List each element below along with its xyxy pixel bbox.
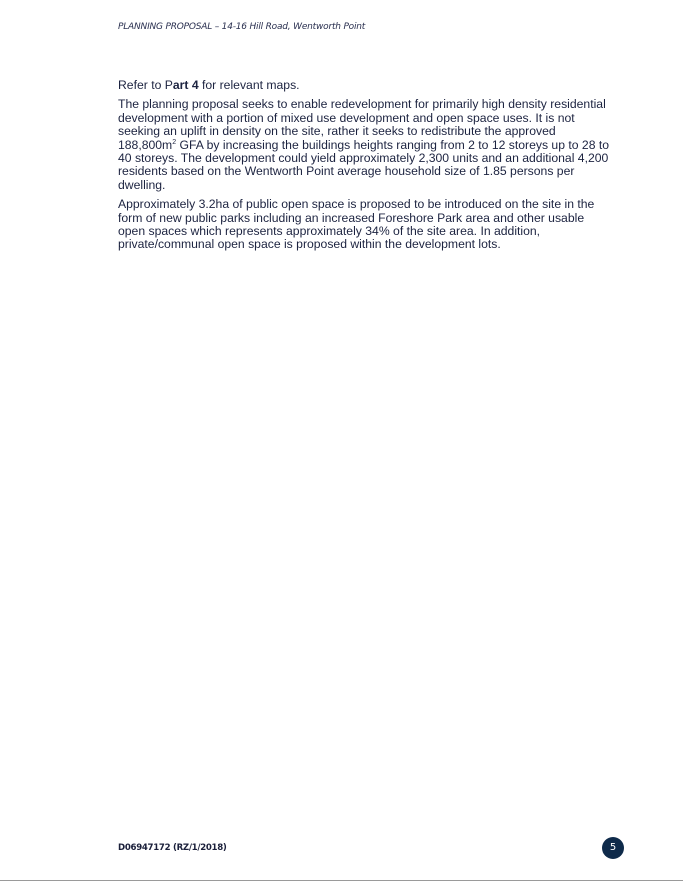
paragraph-proposal-summary-end: GFA by increasing the buildings heights ranging from 2 to 12 storeys up to 28 to 40 storeys. The development could yield approximately 2,300 units and an additional 4,200 residents based on the Wentworth Point average household size of 1.85 persons per dwelling. bbox=[118, 137, 610, 192]
part-reference: art 4 bbox=[172, 78, 199, 92]
page-number-badge: 5 bbox=[602, 837, 624, 859]
paragraph-proposal-summary-start: The planning proposal seeks to enable redevelopment for primarily high density residential development with a portion of mixed use development and open space uses. It is not seeking an uplift in density on the site, rather it seeks to redistribute the approved 188,800m bbox=[118, 97, 606, 152]
running-header: PLANNING PROPOSAL – 14-16 Hill Road, Wentworth Point bbox=[118, 22, 366, 32]
paragraph-map-reference-end: for relevant maps. bbox=[198, 78, 300, 92]
body-text bbox=[118, 79, 612, 258]
paragraph-map-reference bbox=[118, 79, 612, 92]
document-reference: D06947172 (RZ/1/2018) bbox=[118, 843, 227, 853]
paragraph-map-reference-start: Refer to P bbox=[118, 78, 173, 92]
bottom-divider bbox=[0, 880, 683, 881]
paragraph-proposal-summary bbox=[118, 98, 612, 192]
superscript-squared: 2 bbox=[172, 138, 177, 146]
paragraph-open-space: Approximately 3.2ha of public open space is proposed to be introduced on the site in the form of new public parks including an increased Foreshore Park area and other usable open spaces which represents approximately 34% of the site area. In addition, private/communal open space is proposed within the development lots. bbox=[118, 197, 595, 252]
